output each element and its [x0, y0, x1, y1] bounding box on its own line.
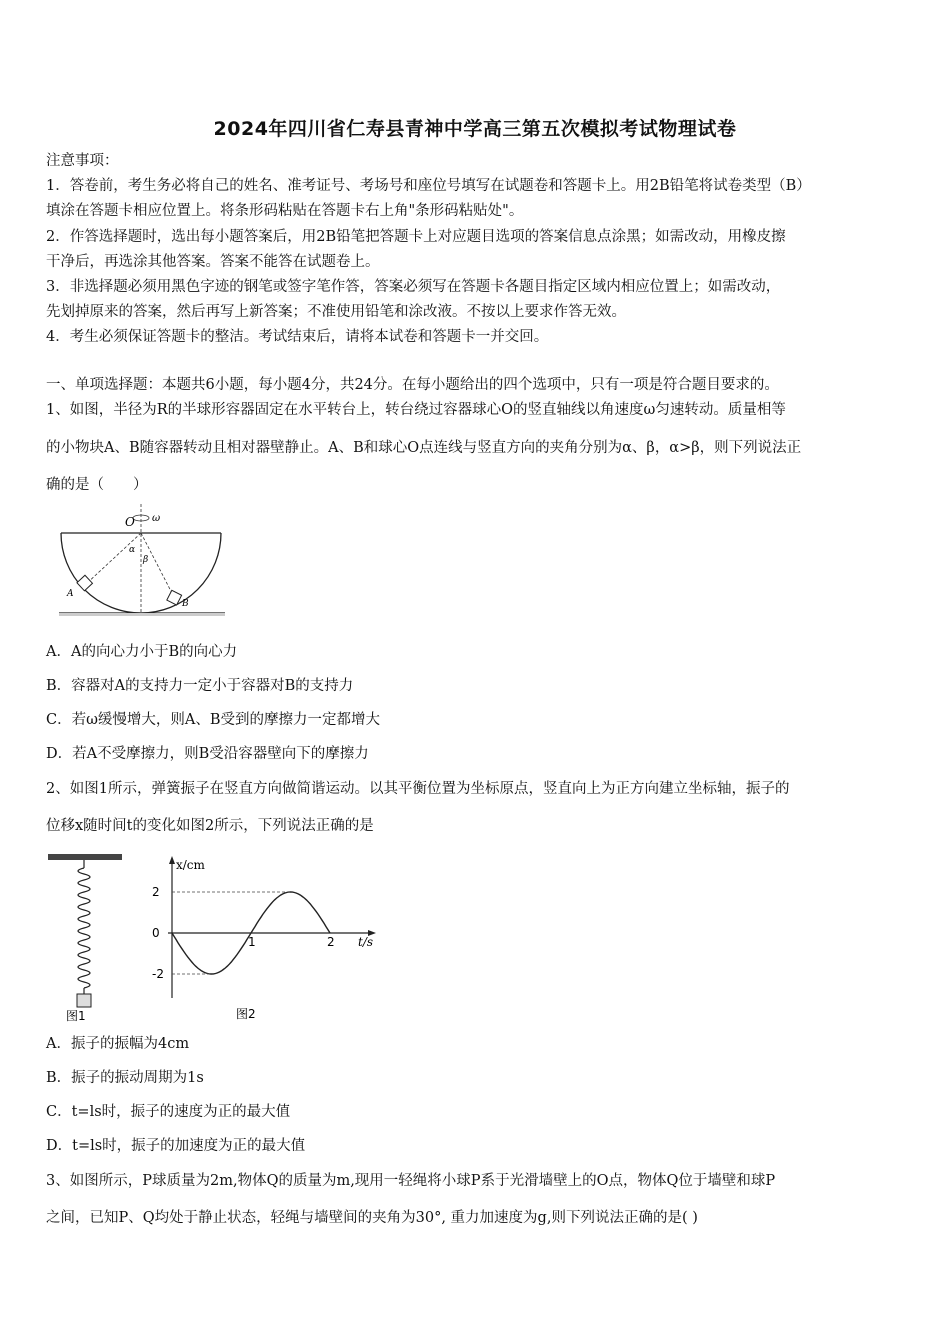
- label-o: O: [125, 515, 135, 529]
- notice-heading: 注意事项：: [46, 153, 119, 169]
- notice-line: 4．考生必须保证答题卡的整洁。考试结束后，请将本试卷和答题卡一并交回。: [46, 329, 549, 345]
- notice-line: 干净后，再选涂其他答案。答案不能答在试题卷上。: [46, 254, 380, 270]
- question-1-line: 确的是（ ）: [46, 477, 148, 493]
- question-2-option: A．振子的振幅为4cm: [46, 1036, 190, 1052]
- hemisphere-figure: [55, 500, 235, 620]
- question-3-line: 之间，已知P、Q均处于静止状态，轻绳与墙壁间的夹角为30°, 重力加速度为g,则下列说法正确的是( ): [46, 1210, 698, 1226]
- y-tick-label: -2: [152, 967, 164, 981]
- question-1-line: 1、如图，半径为R的半球形容器固定在水平转台上，转台绕过容器球心O的竖直轴线以角速度ω匀速转动。质量相等: [46, 402, 786, 418]
- notice-line: 1．答卷前，考生务必将自己的姓名、准考证号、考场号和座位号填写在试题卷和答题卡上。用2B铅笔将试卷类型（B）: [46, 178, 811, 194]
- section-heading: 一、单项选择题：本题共6小题，每小题4分，共24分。在每小题给出的四个选项中，只有一项是符合题目要求的。: [46, 377, 779, 393]
- question-1-option: B．容器对A的支持力一定小于容器对B的支持力: [46, 678, 354, 694]
- displacement-time-chart: [140, 852, 380, 1024]
- label-alpha: α: [129, 545, 136, 555]
- notice-line: 2．作答选择题时，选出每小题答案后，用2B铅笔把答题卡上对应题目选项的答案信息点涂黑；如需改动，用橡皮擦: [46, 229, 786, 245]
- question-2-line: 位移x随时间t的变化如图2所示，下列说法正确的是: [46, 818, 374, 834]
- y-axis-arrow: [169, 856, 175, 864]
- question-1-option: D．若A不受摩擦力，则B受沿容器壁向下的摩擦力: [46, 746, 369, 762]
- label-omega: ω: [152, 513, 161, 524]
- x-tick-label: 2: [327, 935, 335, 949]
- x-tick-label: 1: [248, 935, 256, 949]
- fig1-caption: 图1: [66, 1009, 86, 1023]
- question-2-option: C．t=ls时，振子的速度为正的最大值: [46, 1104, 291, 1120]
- page-title: 2024年四川省仁寿县青神中学高三第五次模拟考试物理试卷: [213, 118, 737, 140]
- fig2-caption: 图2: [236, 1007, 256, 1021]
- notice-line: 3．非选择题必须用黑色字迹的钢笔或签字笔作答，答案必须写在答题卡各题目指定区域内相应位置上；如需改动，: [46, 279, 781, 295]
- question-1-line: 的小物块A、B随容器转动且相对器壁静止。A、B和球心O点连线与竖直方向的夹角分别为α、β，α>β，则下列说法正: [46, 440, 802, 456]
- label-a: A: [67, 589, 74, 599]
- label-beta: β: [143, 555, 149, 565]
- question-2-option: B．振子的振动周期为1s: [46, 1070, 204, 1086]
- y-axis-label: x/cm: [176, 858, 205, 872]
- y-tick-label: 0: [152, 926, 160, 940]
- question-2-line: 2、如图1所示，弹簧振子在竖直方向做简谐运动。以其平衡位置为坐标原点，竖直向上为正方向建立坐标轴，振子的: [46, 781, 790, 797]
- x-axis-label: t/s: [358, 935, 374, 949]
- question-1-option: A．A的向心力小于B的向心力: [46, 644, 238, 660]
- spring-figure: [46, 852, 136, 1024]
- notice-line: 先划掉原来的答案，然后再写上新答案；不准使用铅笔和涂改液。不按以上要求作答无效。: [46, 304, 626, 320]
- question-2-option: D．t=ls时，振子的加速度为正的最大值: [46, 1138, 306, 1154]
- notice-line: 填涂在答题卡相应位置上。将条形码粘贴在答题卡右上角"条形码粘贴处"。: [46, 203, 524, 219]
- y-tick-label: 2: [152, 885, 160, 899]
- question-3-line: 3、如图所示，P球质量为2m,物体Q的质量为m,现用一轻绳将小球P系于光滑墙壁上的O点，物体Q位于墙壁和球P: [46, 1173, 776, 1189]
- question-1-option: C．若ω缓慢增大，则A、B受到的摩擦力一定都增大: [46, 712, 381, 728]
- label-b: B: [182, 599, 189, 609]
